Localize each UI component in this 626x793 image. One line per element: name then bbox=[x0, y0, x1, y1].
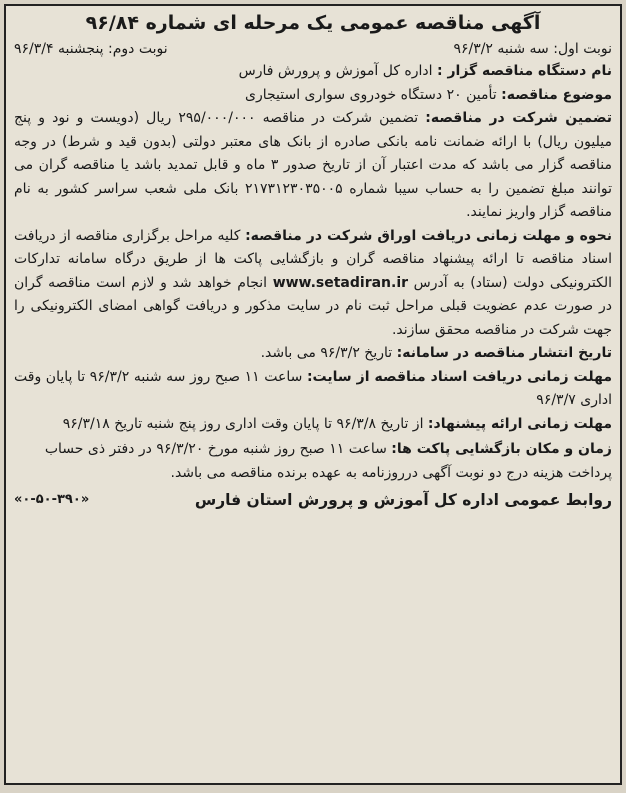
subject-section bbox=[14, 84, 612, 108]
notice-title: آگهی مناقصه عمومی یک مرحله ای شماره ۹۶/۸۴ bbox=[85, 12, 541, 34]
opening-label: زمان و مکان بازگشایی پاکت ها: bbox=[391, 441, 612, 457]
opening-section bbox=[14, 438, 612, 462]
publish-date-section bbox=[14, 342, 612, 366]
publish-date-value: تاریخ ۹۶/۳/۲ می باشد. bbox=[260, 345, 397, 361]
guarantee-value: تضمین شرکت در مناقصه ۲۹۵/۰۰۰/۰۰۰ ریال (دویست و نود و پنج میلیون ریال) با ارائه ضمانت نامه بانکی صادره از بانک های معتبر دولتی (بدون قید و شرط) در وجه مناقصه گزار می باشد که مدت اعتبار آن از تاریخ صدور ۳ ماه و قابل تمدید باشد یا مناقصه گران می توانند مبلغ تضمین را به حساب سیبا شماره ۲۱۷۳۱۲۳۰۳۵۰۰۵ بانک ملی شعب سراسر کشور به نام مناقصه گزار واریز نمایند. bbox=[14, 110, 612, 220]
footer-code: «۰-۵۰-۳۹۰» bbox=[14, 492, 90, 507]
notice-footer bbox=[14, 487, 612, 513]
procedure-label: نحوه و مهلت زمانی دریافت اوراق شرکت در مناقصه: bbox=[245, 227, 612, 244]
subject-value: تأمین ۲۰ دستگاه خودروی سواری استیجاری bbox=[245, 86, 502, 103]
opening-value: ساعت ۱۱ صبح روز شنبه مورخ ۹۶/۳/۲۰ در دفتر ذی حساب bbox=[44, 441, 392, 457]
organizer-label: نام دستگاه مناقصه گزار : bbox=[437, 63, 612, 79]
procedure-text-after: انجام خواهد شد و لازم است مناقصه گران در صورت عدم عضویت قبلی مراحل ثبت نام در سایت مذکور و دریافت گواهی امضای الکترونیکی را جهت شرکت در مناقصه محقق سازند. bbox=[14, 274, 612, 338]
advert-cost-note: پرداخت هزینه درج دو نوبت آگهی درروزنامه به عهده برنده مناقصه می باشد. bbox=[170, 464, 612, 481]
setad-url-link[interactable]: www.setadiran.ir bbox=[272, 274, 409, 291]
organizer-value: اداره کل آموزش و پرورش فارس bbox=[238, 63, 437, 79]
second-publication-date: نوبت دوم: پنجشنبه ۹۶/۳/۴ bbox=[14, 41, 168, 57]
organizer-section bbox=[14, 60, 612, 84]
guarantee-label: تضمین شرکت در مناقصه: bbox=[425, 110, 612, 126]
offer-deadline-section bbox=[14, 413, 612, 437]
offer-deadline-value: از تاریخ ۹۶/۳/۸ تا پایان وقت اداری روز پنج شنبه تاریخ ۹۶/۳/۱۸ bbox=[62, 415, 428, 432]
offer-deadline-label: مهلت زمانی ارائه پیشنهاد: bbox=[427, 415, 612, 432]
doc-deadline-section bbox=[14, 366, 612, 413]
tender-notice bbox=[4, 4, 622, 785]
procedure-text-before: کلیه مراحل برگزاری مناقصه از دریافت اسناد مناقصه تا ارائه پیشنهاد مناقصه گران و بازگشایی پاکت ها از طریق درگاه سامانه تدارکات الکترونیکی دولت (ستاد) به آدرس bbox=[14, 227, 612, 291]
doc-deadline-value: ساعت ۱۱ صبح روز سه شنبه ۹۶/۳/۲ تا پایان وقت اداری ۹۶/۳/۷ bbox=[14, 368, 612, 408]
subject-label: موضوع مناقصه: bbox=[501, 86, 612, 103]
guarantee-section bbox=[14, 107, 612, 225]
first-publication-date: نوبت اول: سه شنبه ۹۶/۳/۲ bbox=[453, 41, 612, 57]
publish-date-label: تاریخ انتشار مناقصه در سامانه: bbox=[396, 345, 612, 361]
footer-organization: روابط عمومی اداره کل آموزش و پرورش استان فارس bbox=[194, 491, 612, 509]
procedure-section bbox=[14, 225, 612, 343]
publication-dates bbox=[14, 38, 612, 60]
doc-deadline-label: مهلت زمانی دریافت اسناد مناقصه از سایت: bbox=[306, 368, 613, 385]
